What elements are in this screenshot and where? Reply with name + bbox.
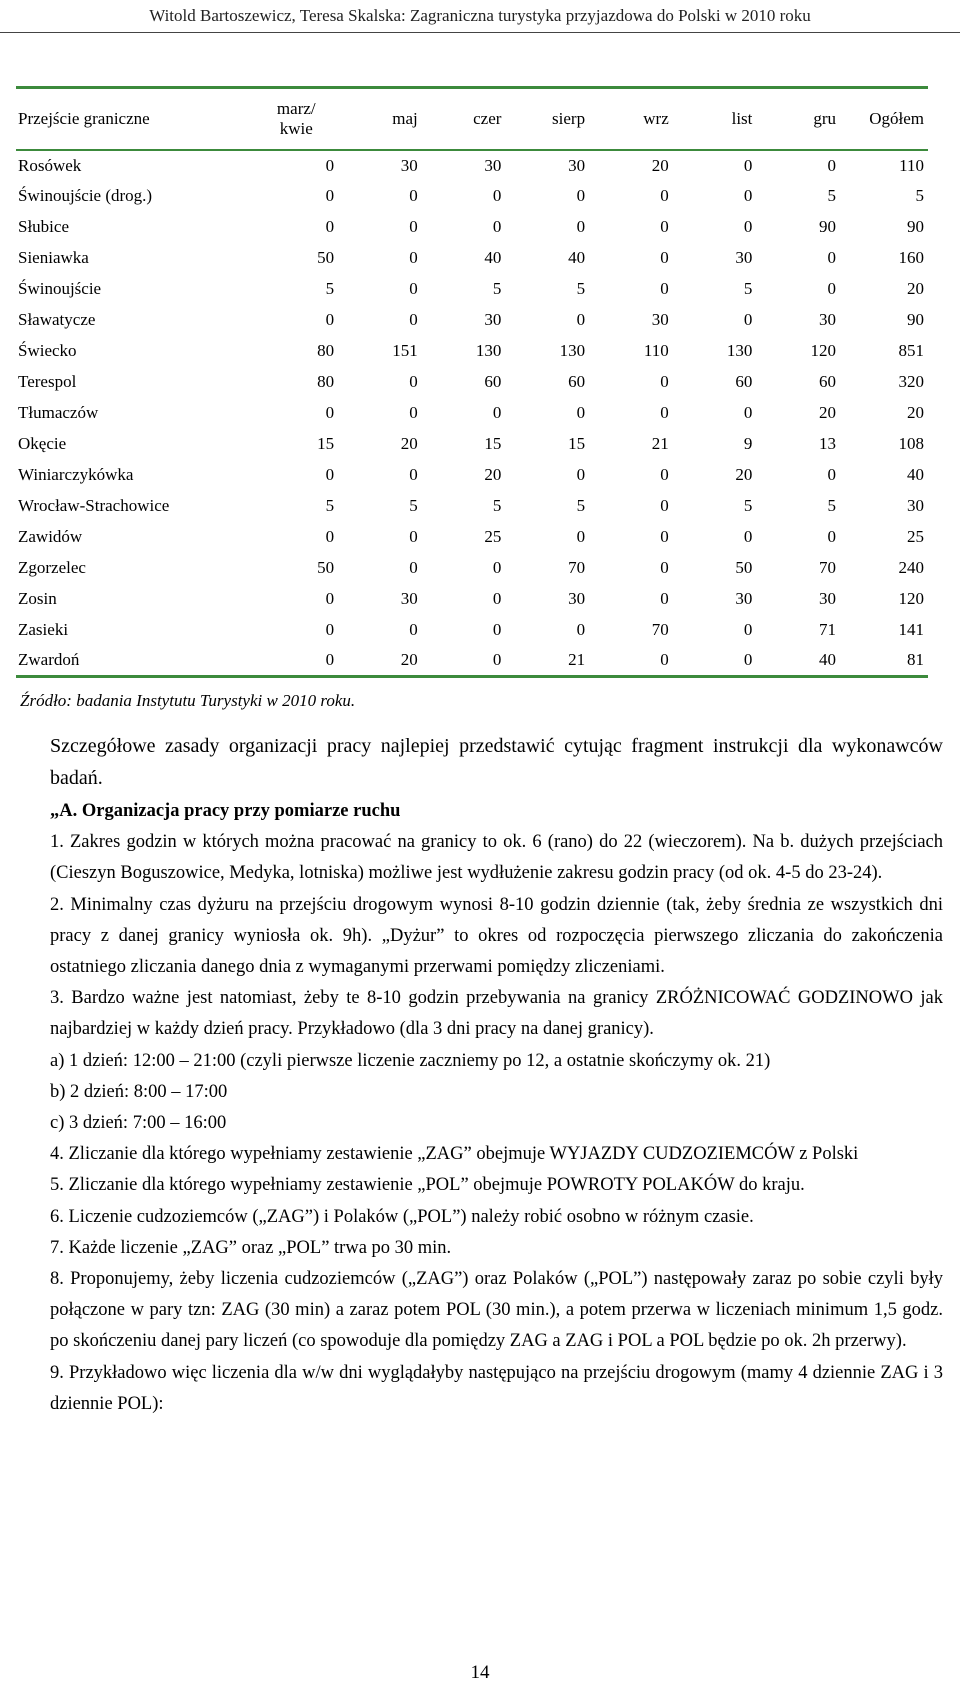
- table-row: [16, 646, 928, 677]
- value-cell: 0: [409, 403, 418, 422]
- instruction-paragraph: 6. Liczenie cudzoziemców („ZAG”) i Polaków („POL”) należy robić osobno w różnym czasie.: [50, 1206, 754, 1227]
- crossing-name-cell: Rosówek: [18, 155, 82, 175]
- value-cell: 50: [317, 558, 335, 577]
- value-cell: 0: [660, 527, 669, 546]
- value-cell: 0: [409, 372, 418, 391]
- value-cell: 0: [743, 527, 753, 546]
- table-row: [16, 491, 928, 522]
- value-cell: 0: [660, 248, 669, 267]
- value-cell: 30: [819, 589, 837, 608]
- value-cell: 0: [576, 527, 586, 546]
- table-row: [16, 181, 928, 212]
- value-cell: 71: [819, 620, 837, 639]
- value-cell: 0: [576, 217, 586, 236]
- crossing-name-cell: Świecko: [18, 341, 77, 360]
- value-cell: 70: [819, 558, 837, 577]
- value-cell: 60: [568, 372, 586, 391]
- value-cell: 20: [651, 155, 669, 175]
- value-cell: 120: [810, 341, 837, 360]
- value-cell: 30: [735, 248, 753, 267]
- value-cell: 0: [827, 155, 837, 175]
- value-cell: 90: [907, 217, 924, 236]
- value-cell: 0: [325, 310, 335, 329]
- value-cell: 0: [492, 589, 502, 608]
- instruction-paragraph: 1. Zakres godzin w których można pracować na granicy to ok. 6 (rano) do 22 (wieczorem). Na b. dużych przejściach (Cieszyn Boguszowice, Medyka, lotniska) możliwe jest wydłużenie zakresu godzin pracy (od ok. 4-5 do 23-24).: [50, 832, 943, 884]
- table-row: [16, 584, 928, 615]
- instruction-paragraph: 4. Zliczanie dla którego wypełniamy zestawienie „ZAG” obejmuje WYJAZDY CUDZOZIEMCÓW z Polski: [50, 1144, 859, 1165]
- table-row: [16, 243, 928, 274]
- header-total: Ogółem: [840, 88, 928, 150]
- crossing-name-cell: Sławatycze: [18, 310, 96, 329]
- table-row: [16, 615, 928, 646]
- crossing-name-cell: Zgorzelec: [18, 558, 86, 577]
- value-cell: 30: [568, 589, 586, 608]
- value-cell: 0: [660, 496, 669, 515]
- crossing-name-cell: Wrocław-Strachowice: [18, 496, 170, 515]
- crossing-name-cell: Zasieki: [18, 620, 69, 639]
- value-cell: 141: [898, 620, 924, 639]
- value-cell: 60: [484, 372, 502, 391]
- intro-paragraph: Szczegółowe zasady organizacji pracy najlepiej przedstawić cytując fragment instrukcji dla wykonawców badań.: [50, 735, 943, 789]
- value-cell: 50: [317, 248, 335, 267]
- value-cell: 20: [400, 434, 418, 453]
- value-cell: 0: [576, 186, 586, 205]
- value-cell: 5: [492, 496, 502, 515]
- instruction-paragraph: b) 2 dzień: 8:00 – 17:00: [50, 1081, 228, 1102]
- value-cell: 0: [673, 646, 757, 677]
- value-cell: 21: [651, 434, 669, 453]
- value-cell: 0: [325, 589, 335, 608]
- value-cell: 0: [827, 465, 837, 484]
- value-cell: 90: [819, 217, 837, 236]
- value-cell: 25: [484, 527, 502, 546]
- value-cell: 0: [492, 403, 502, 422]
- value-cell: 5: [827, 496, 837, 515]
- value-cell: 40: [756, 646, 840, 677]
- body-text: [50, 730, 943, 1420]
- table-row: [16, 553, 928, 584]
- table-row: [16, 336, 928, 367]
- table-source-note: Źródło: badania Instytutu Turystyki w 2010 roku.: [20, 691, 356, 710]
- header-czer: czer: [422, 88, 506, 150]
- value-cell: 70: [651, 620, 669, 639]
- table-row: [16, 305, 928, 336]
- value-cell: 30: [484, 310, 502, 329]
- crossing-name-cell: Tłumaczów: [18, 403, 99, 422]
- value-cell: 5: [576, 496, 586, 515]
- value-cell: 5: [743, 496, 753, 515]
- table-row: [16, 274, 928, 305]
- value-cell: 0: [409, 310, 418, 329]
- value-cell: 0: [660, 372, 669, 391]
- value-cell: 130: [475, 341, 502, 360]
- value-cell: 0: [325, 186, 335, 205]
- value-cell: 25: [907, 527, 924, 546]
- crossing-name-cell: Świnoujście: [18, 279, 102, 298]
- instruction-paragraph: 7. Każde liczenie „ZAG” oraz „POL” trwa po 30 min.: [50, 1237, 452, 1258]
- value-cell: 0: [576, 403, 586, 422]
- value-cell: 0: [743, 186, 753, 205]
- header-mar-apr-line1: marz/: [276, 98, 316, 118]
- value-cell: 851: [898, 341, 924, 360]
- value-cell: 0: [422, 646, 506, 677]
- value-cell: 40: [568, 248, 586, 267]
- crossing-name-cell: Zwardoń: [16, 646, 254, 677]
- value-cell: 0: [325, 217, 335, 236]
- value-cell: 0: [660, 403, 669, 422]
- value-cell: 0: [827, 279, 837, 298]
- table-row: [16, 398, 928, 429]
- table-row: [16, 367, 928, 398]
- header-maj: maj: [338, 88, 422, 150]
- value-cell: 5: [492, 279, 502, 298]
- table-row: [16, 429, 928, 460]
- crossing-name-cell: Sieniawka: [18, 248, 89, 267]
- value-cell: 5: [827, 186, 837, 205]
- crossing-name-cell: Okęcie: [18, 434, 67, 453]
- value-cell: 0: [576, 310, 586, 329]
- value-cell: 0: [409, 186, 418, 205]
- instruction-paragraph: 2. Minimalny czas dyżuru na przejściu drogowym wynosi 8-10 godzin dziennie (tak, żeby średnia ze wszystkich dni pracy z danej granicy wyniosła ok. 9h). „Dyżur” to okres od rozpoczęcia pierwszego zliczania do zakończenia ostatniego zliczania danego dnia z wymaganymi przerwami pomiędzy zliczeniami.: [50, 894, 943, 978]
- value-cell: 0: [409, 527, 418, 546]
- value-cell: 40: [907, 465, 924, 484]
- value-cell: 0: [254, 646, 338, 677]
- value-cell: 15: [568, 434, 586, 453]
- value-cell: 0: [576, 465, 586, 484]
- value-cell: 160: [898, 248, 924, 267]
- instruction-paragraph: 5. Zliczanie dla którego wypełniamy zestawienie „POL” obejmuje POWROTY POLAKÓW do kraju.: [50, 1175, 805, 1196]
- value-cell: 30: [400, 589, 418, 608]
- instruction-paragraph: 3. Bardzo ważne jest natomiast, żeby te 8-10 godzin przebywania na granicy ZRÓŻNICOWAĆ GODZINOWO jak najbardziej w każdy dzień pracy. Przykładowo (dla 3 dni pracy na danej granicy).: [50, 988, 943, 1040]
- crossing-name-cell: Zosin: [18, 589, 57, 608]
- value-cell: 20: [338, 646, 422, 677]
- value-cell: 0: [827, 527, 837, 546]
- value-cell: 60: [735, 372, 753, 391]
- value-cell: 0: [325, 527, 335, 546]
- value-cell: 15: [484, 434, 502, 453]
- value-cell: 60: [819, 372, 837, 391]
- value-cell: 20: [735, 465, 753, 484]
- value-cell: 0: [660, 465, 669, 484]
- value-cell: 0: [660, 589, 669, 608]
- value-cell: 50: [735, 558, 753, 577]
- instruction-paragraph: a) 1 dzień: 12:00 – 21:00 (czyli pierwsze liczenie zaczniemy po 12, a ostatnie skończymy ok. 21): [50, 1050, 771, 1071]
- value-cell: 20: [484, 465, 502, 484]
- value-cell: 81: [840, 646, 928, 677]
- table-row: [16, 150, 928, 181]
- value-cell: 0: [409, 558, 418, 577]
- header-mar-apr: [254, 88, 338, 150]
- header-rule: [0, 32, 960, 33]
- value-cell: 20: [907, 403, 924, 422]
- value-cell: 80: [317, 372, 335, 391]
- value-cell: 30: [484, 155, 502, 175]
- section-heading: „A. Organizacja pracy przy pomiarze ruchu: [50, 801, 401, 821]
- value-cell: 5: [576, 279, 586, 298]
- value-cell: 0: [660, 217, 669, 236]
- value-cell: 90: [907, 310, 924, 329]
- value-cell: 40: [484, 248, 502, 267]
- value-cell: 120: [898, 589, 924, 608]
- value-cell: 30: [735, 589, 753, 608]
- value-cell: 80: [317, 341, 335, 360]
- value-cell: 0: [743, 217, 753, 236]
- instruction-paragraph: c) 3 dzień: 7:00 – 16:00: [50, 1113, 227, 1134]
- value-cell: 70: [568, 558, 586, 577]
- border-crossing-table: [16, 86, 928, 678]
- crossing-name-cell: Słubice: [18, 217, 69, 236]
- value-cell: 240: [898, 558, 924, 577]
- value-cell: 0: [660, 558, 669, 577]
- crossing-name-cell: Winiarczykówka: [18, 465, 134, 484]
- value-cell: 5: [743, 279, 753, 298]
- header-gru: gru: [756, 88, 840, 150]
- instruction-paragraph: 8. Proponujemy, żeby liczenia cudzoziemców („ZAG”) oraz Polaków („POL”) następowały zaraz po sobie czyli były połączone w pary tzn: ZAG (30 min) a zaraz potem POL (30 min.), a potem przerwa w liczeniach minimum 1,5 godz. po skończeniu danej pary liczeń (co spowoduje dla pomiędzy ZAG a ZAG i POL a POL będzie po ok. 2h przerwy).: [50, 1269, 943, 1352]
- crossing-name-cell: Świnoujście (drog.): [18, 186, 153, 205]
- value-cell: 108: [898, 434, 924, 453]
- value-cell: 0: [492, 620, 502, 639]
- value-cell: 5: [325, 496, 335, 515]
- value-cell: 0: [660, 186, 669, 205]
- table-row: [16, 460, 928, 491]
- value-cell: 20: [819, 403, 837, 422]
- value-cell: 130: [726, 341, 753, 360]
- header-mar-apr-line2: kwie: [279, 118, 313, 138]
- value-cell: 21: [505, 646, 589, 677]
- value-cell: 0: [743, 155, 753, 175]
- value-cell: 0: [409, 465, 418, 484]
- value-cell: 0: [409, 279, 418, 298]
- header-wrz: wrz: [589, 88, 673, 150]
- value-cell: 0: [325, 620, 335, 639]
- value-cell: 30: [907, 496, 924, 515]
- running-header: Witold Bartoszewicz, Teresa Skalska: Zagraniczna turystyka przyjazdowa do Polski w 2010 roku: [149, 6, 811, 25]
- value-cell: 151: [392, 341, 418, 360]
- value-cell: 0: [492, 186, 502, 205]
- value-cell: 30: [400, 155, 418, 175]
- header-crossing: Przejście graniczne: [16, 88, 254, 150]
- value-cell: 0: [492, 558, 502, 577]
- value-cell: 9: [743, 434, 753, 453]
- value-cell: 5: [409, 496, 418, 515]
- value-cell: 5: [325, 279, 335, 298]
- value-cell: 130: [559, 341, 586, 360]
- value-cell: 20: [907, 279, 924, 298]
- value-cell: 0: [589, 646, 673, 677]
- value-cell: 0: [409, 217, 418, 236]
- value-cell: 0: [409, 620, 418, 639]
- value-cell: 30: [651, 310, 669, 329]
- value-cell: 0: [325, 465, 335, 484]
- header-sierp: sierp: [505, 88, 589, 150]
- value-cell: 13: [819, 434, 837, 453]
- value-cell: 15: [317, 434, 335, 453]
- value-cell: 0: [827, 248, 837, 267]
- value-cell: 0: [325, 155, 335, 175]
- value-cell: 0: [492, 217, 502, 236]
- value-cell: 320: [898, 372, 924, 391]
- table-body: [16, 150, 928, 677]
- header-list: list: [673, 88, 757, 150]
- table-row: [16, 212, 928, 243]
- value-cell: 5: [915, 186, 924, 205]
- page-number: 14: [470, 1662, 490, 1683]
- value-cell: 0: [743, 620, 753, 639]
- value-cell: 0: [576, 620, 586, 639]
- crossing-name-cell: Zawidów: [18, 527, 83, 546]
- value-cell: 110: [643, 341, 669, 360]
- value-cell: 110: [899, 155, 924, 175]
- value-cell: 0: [743, 310, 753, 329]
- value-cell: 0: [660, 279, 669, 298]
- instruction-list: [50, 827, 943, 1420]
- value-cell: 30: [819, 310, 837, 329]
- table-header-row: [16, 88, 928, 150]
- value-cell: 0: [743, 403, 753, 422]
- value-cell: 30: [568, 155, 586, 175]
- value-cell: 0: [409, 248, 418, 267]
- value-cell: 0: [325, 403, 335, 422]
- crossing-name-cell: Terespol: [18, 372, 77, 391]
- instruction-paragraph: 9. Przykładowo więc liczenia dla w/w dni wyglądałyby następująco na przejściu drogowym (mamy 4 dziennie ZAG i 3 dziennie POL):: [50, 1362, 943, 1414]
- table-row: [16, 522, 928, 553]
